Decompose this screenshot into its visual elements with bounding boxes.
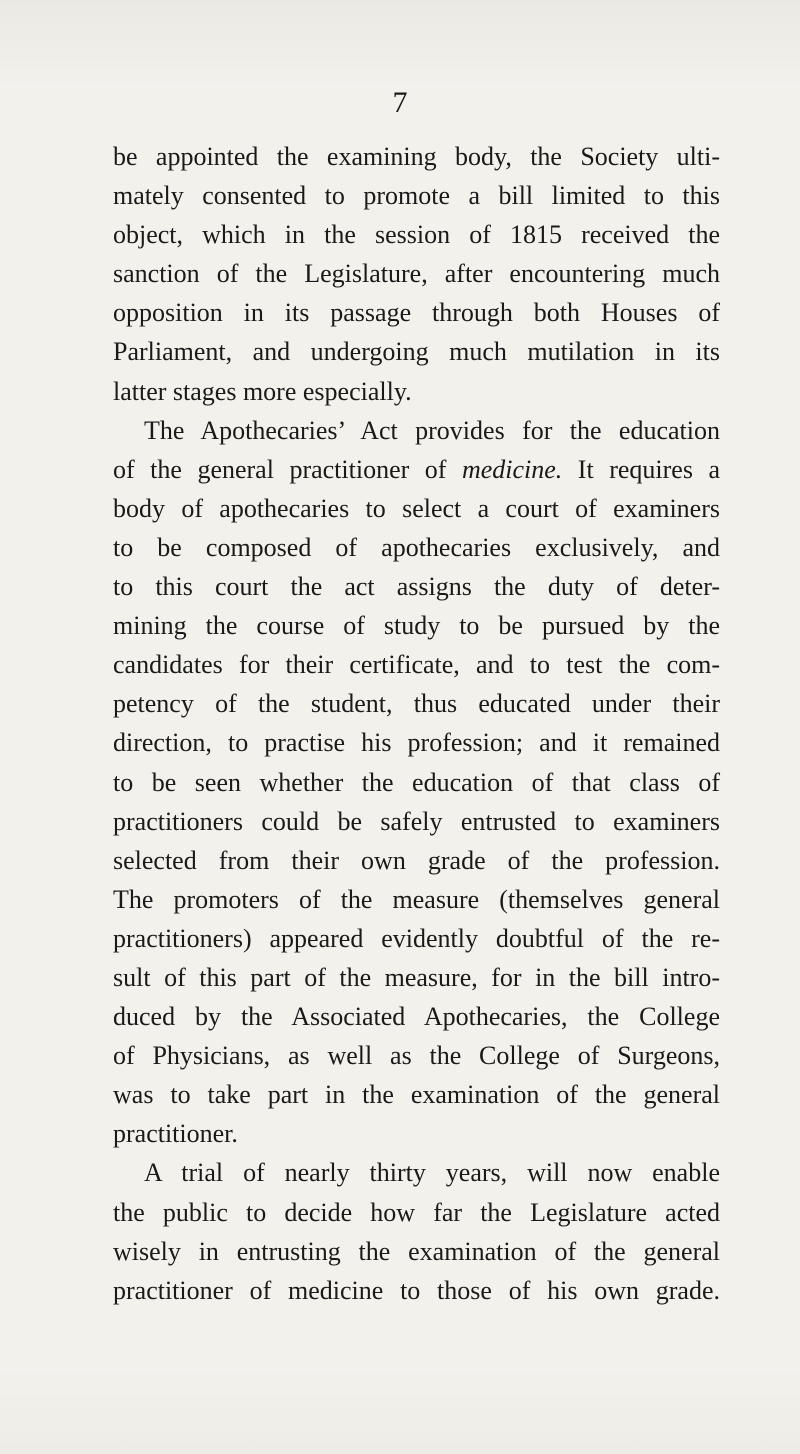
text-line: to this court the act assigns the duty of deter- xyxy=(113,572,720,602)
text-line: opposition in its passage through both Houses of xyxy=(113,298,720,328)
page-number: 7 xyxy=(392,86,408,119)
text-line: sult of this part of the measure, for in the bill intro- xyxy=(113,962,720,992)
text-line: duced by the Associated Apothecaries, the College xyxy=(113,1002,720,1032)
text-line: to be composed of apothecaries exclusively, and xyxy=(113,532,720,562)
text-line-with-italic xyxy=(113,450,720,489)
text-line: latter stages more especially. xyxy=(113,376,412,406)
text-line: practitioners could be safely entrusted to examiners xyxy=(113,806,720,836)
text-line: candidates for their certificate, and to test the com- xyxy=(113,650,720,680)
text-line: the public to decide how far the Legislature acted xyxy=(113,1197,720,1227)
text-line: of Physicians, as well as the College of Surgeons, xyxy=(113,1041,720,1071)
paragraph-start-line: The Apothecaries’ Act provides for the education xyxy=(144,415,720,445)
text-line: to be seen whether the education of that class of xyxy=(113,767,720,797)
text-line: sanction of the Legislature, after encountering much xyxy=(113,259,720,289)
text-line: Parliament, and undergoing much mutilation in its xyxy=(113,337,720,367)
text-line: The promoters of the measure (themselves general xyxy=(113,884,720,914)
text-line: practitioner. xyxy=(113,1119,238,1149)
text-line: be appointed the examining body, the Society ulti- xyxy=(113,142,720,171)
italic-word: medicine. xyxy=(461,454,563,484)
text-line: wisely in entrusting the examination of the general xyxy=(113,1236,720,1266)
text-line: mately consented to promote a bill limited to this xyxy=(113,181,720,211)
text-segment: of the general practitioner of xyxy=(113,454,462,484)
text-line: object, which in the session of 1815 received the xyxy=(113,220,720,250)
text-segment: It requires a xyxy=(562,454,720,484)
text-line: mining the course of study to be pursued by the xyxy=(113,611,720,641)
text-line: practitioners) appeared evidently doubtful of the re- xyxy=(113,923,720,953)
text-line: practitioner of medicine to those of his own grade. xyxy=(113,1275,720,1305)
text-line: selected from their own grade of the profession. xyxy=(113,845,720,875)
text-line: was to take part in the examination of the general xyxy=(113,1080,720,1110)
body-text xyxy=(113,137,720,1310)
text-line: body of apothecaries to select a court of examiners xyxy=(113,493,720,523)
paragraph-start-line: A trial of nearly thirty years, will now enable xyxy=(144,1158,720,1188)
text-line: direction, to practise his profession; and it remained xyxy=(113,728,720,758)
text-line: petency of the student, thus educated under their xyxy=(113,689,720,719)
